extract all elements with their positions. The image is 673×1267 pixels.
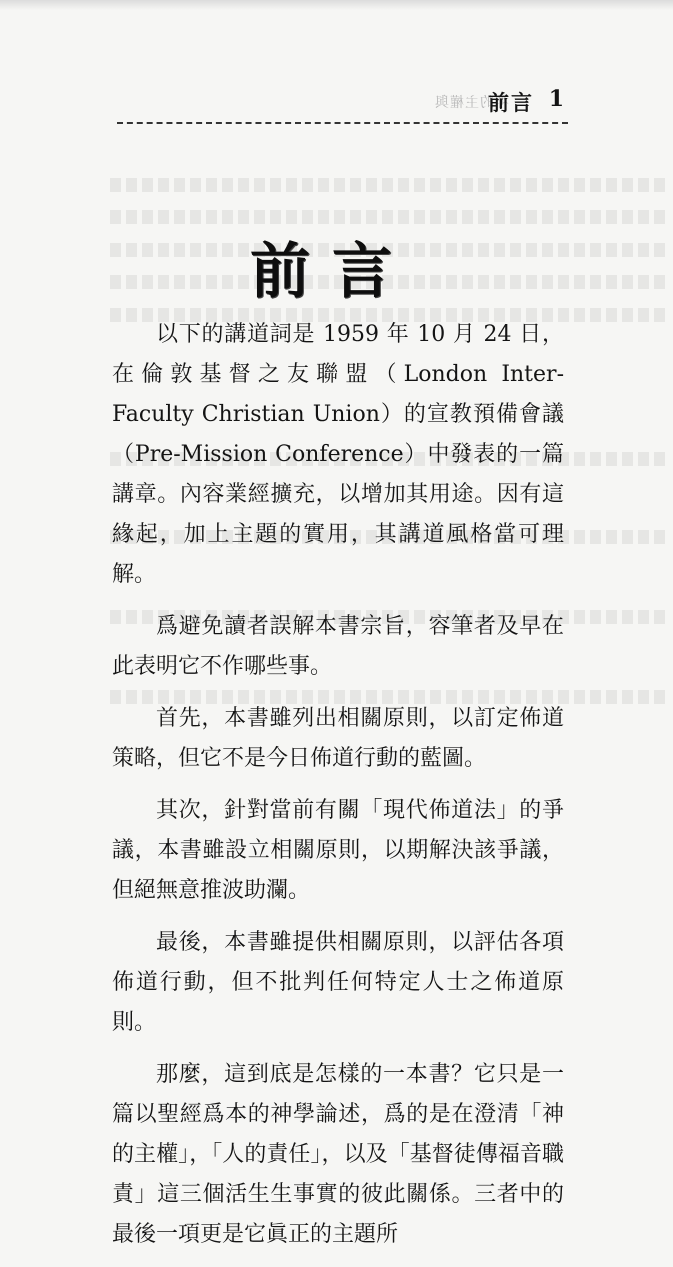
paragraph: 以下的講道詞是 1959 年 10 月 24 日，在倫敦基督之友聯盟（London Inter-Faculty Christian Union）的宣教預備會議（Pre-Mission Conference）中發表的一篇講章。內容業經擴充，以增加其用途。因有這緣起，加上主題的實用，其講道風格當可理解。	[112, 322, 564, 587]
paragraph: 首先，本書雖列出相關原則，以訂定佈道策略，但它不是今日佈道行動的藍圖。	[112, 706, 564, 771]
chapter-title: 前言	[250, 237, 414, 307]
page-number: 1	[548, 86, 564, 112]
bleed-through-line	[110, 210, 670, 224]
paragraph: 爲避免讀者誤解本書宗旨，容筆者及早在此表明它不作哪些事。	[112, 614, 564, 679]
page-top-edge	[0, 0, 673, 10]
bleed-through-header: 神的主權與	[434, 95, 509, 111]
paragraph: 最後，本書雖提供相關原則，以評估各項佈道行動，但不批判任何特定人士之佈道原則。	[112, 930, 564, 1035]
paragraph: 那麼，這到底是怎樣的一本書？它只是一篇以聖經爲本的神學論述，爲的是在澄清「神的主權」，「人的責任」，以及「基督徒傳福音職責」這三個活生生事實的彼此關係。三者中的最後一項更是它眞正的主題所	[112, 1062, 564, 1247]
bleed-through-line	[110, 178, 670, 192]
paragraph: 其次，針對當前有關「現代佈道法」的爭議，本書雖設立相關原則，以期解決該爭議，但絕無意推波助瀾。	[112, 798, 564, 903]
body-text	[112, 315, 564, 1267]
running-title: 前言	[488, 90, 534, 115]
header-dotted-rule	[117, 122, 568, 124]
running-header	[96, 86, 574, 116]
